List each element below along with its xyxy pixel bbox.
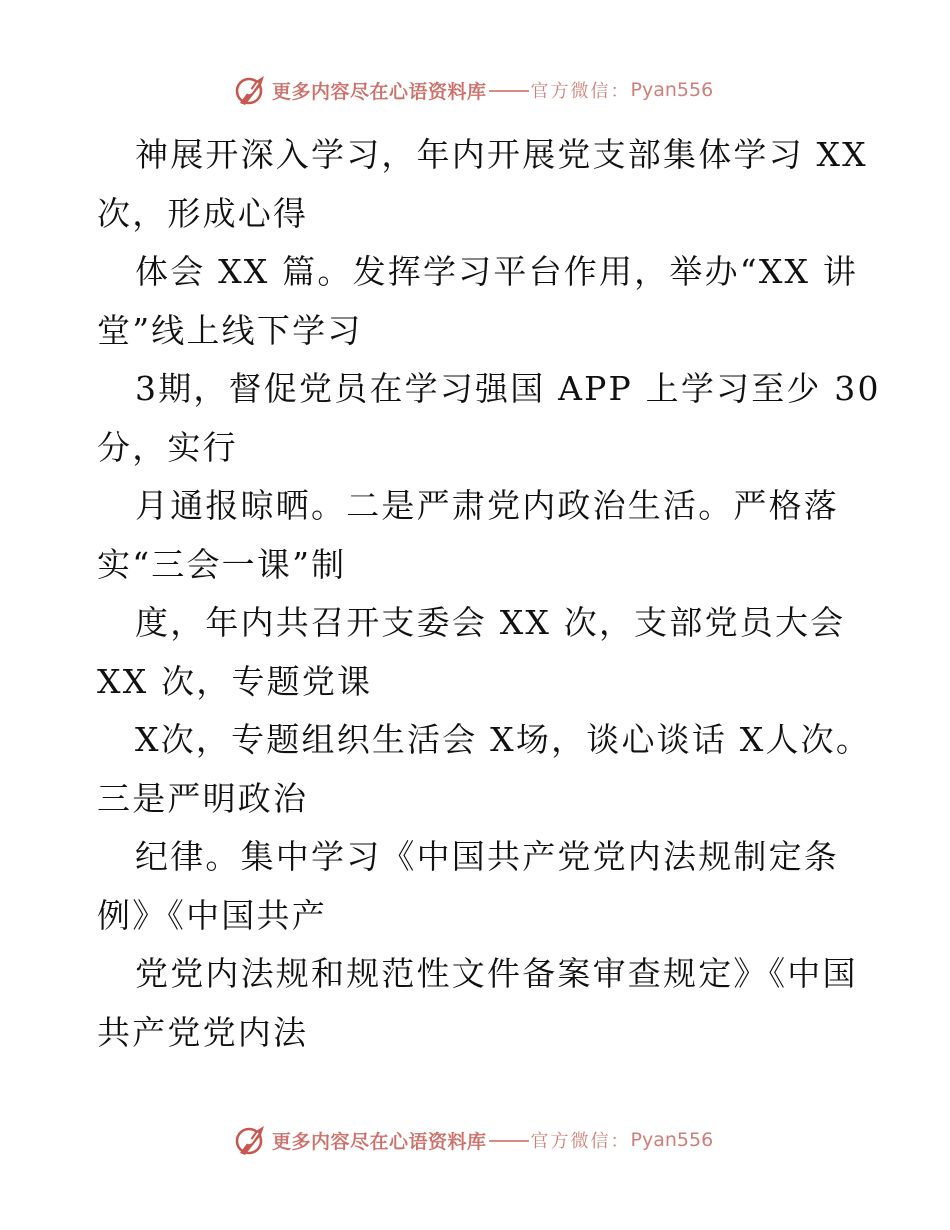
text-line: XX 次，专题党课 (97, 661, 373, 701)
pen-nib-logo-icon (234, 73, 268, 107)
watermark-label-text: 官方微信： (530, 81, 631, 102)
text-line: 共产党党内法 (97, 1012, 309, 1052)
watermark-dash (489, 1140, 529, 1142)
header-watermark (234, 72, 713, 108)
text-line: 三是严明政治 (97, 778, 309, 818)
text-line: 神展开深入学习，年内开展党支部集体学习 XX (135, 135, 868, 174)
text-line: 体会 XX 篇。发挥学习平台作用，举办“XX 讲 (135, 252, 859, 291)
text-line: 党党内法规和规范性文件备案审查规定》《中国 (135, 954, 858, 993)
text-line: 度，年内共召开支委会 XX 次，支部党员大会 (135, 603, 846, 642)
watermark-brand-text: 更多内容尽在心语资料库 (272, 80, 487, 103)
text-line: X次，专题组织生活会 X场，谈心谈话 X人次。 (135, 720, 872, 759)
text-line: 堂”线上线下学习 (97, 310, 363, 350)
footer-watermark (234, 1122, 713, 1158)
watermark-handle-text: Pyan556 (630, 79, 714, 101)
watermark-dash (489, 90, 529, 92)
watermark-label-text: 官方微信： (530, 1131, 631, 1152)
pen-nib-logo-icon (234, 1123, 268, 1157)
text-line: 分，实行 (97, 427, 238, 467)
watermark-brand-text: 更多内容尽在心语资料库 (272, 1130, 487, 1153)
text-line: 例》《中国共产 (97, 895, 327, 935)
watermark-handle-text: Pyan556 (630, 1129, 714, 1151)
text-line: 纪律。集中学习《中国共产党党内法规制定条 (135, 837, 839, 876)
text-line: 3期，督促党员在学习强国 APP 上学习至少 30 (135, 369, 881, 408)
text-line: 次，形成心得 (97, 193, 309, 233)
document-body (97, 126, 881, 1062)
text-line: 实“三会一课”制 (97, 544, 347, 584)
text-line: 月通报晾晒。二是严肃党内政治生活。严格落 (135, 486, 839, 525)
